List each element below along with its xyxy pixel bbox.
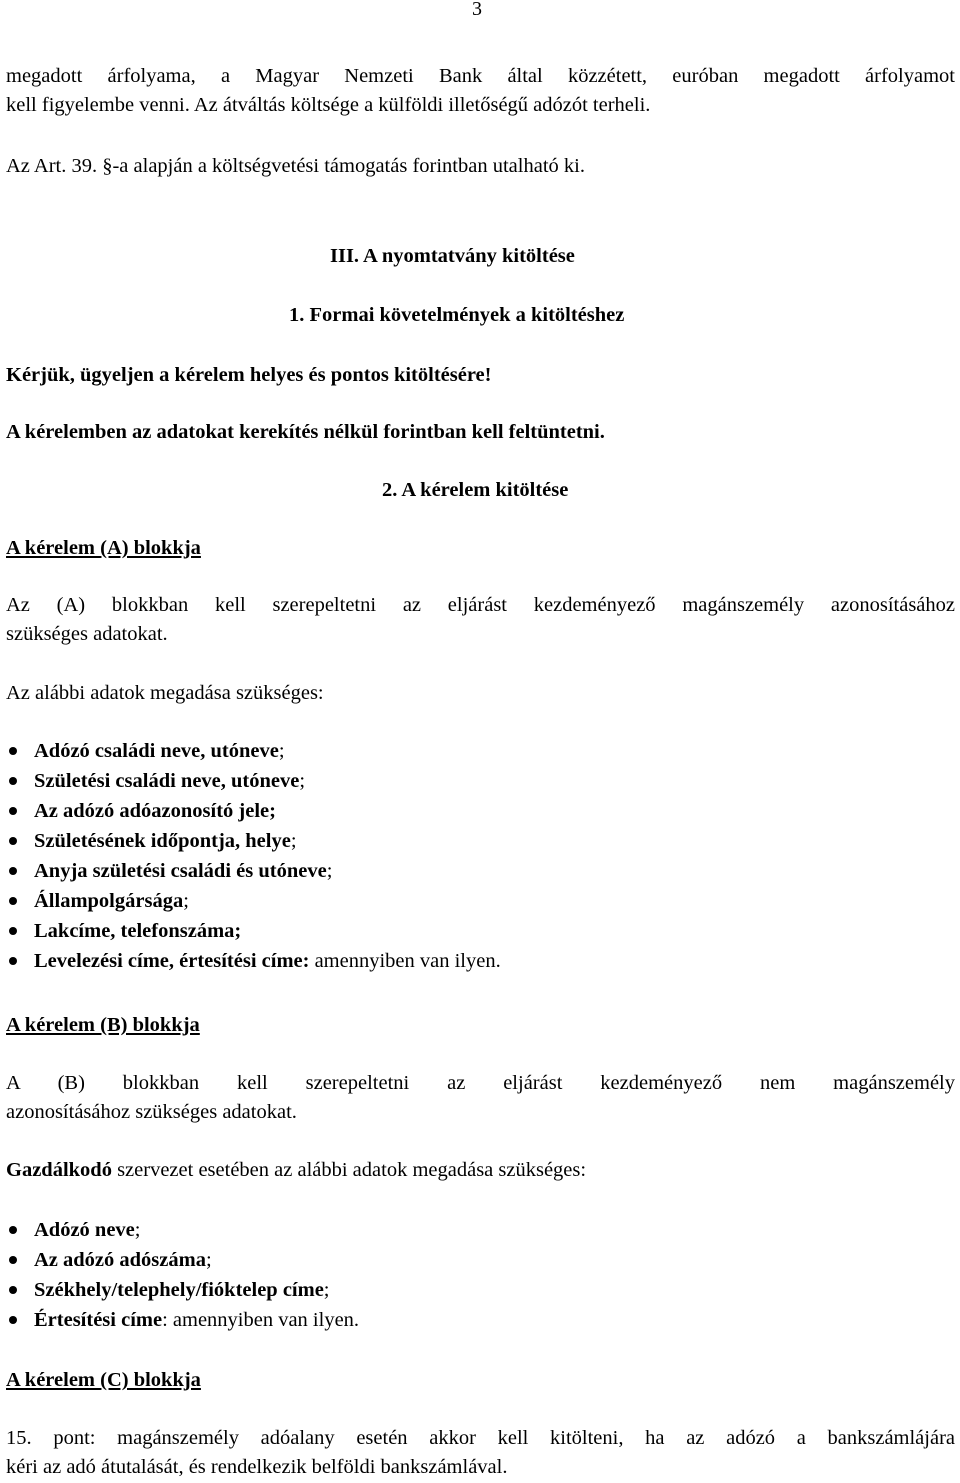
block-b-required-list <box>0 1215 359 1335</box>
bullet-icon <box>9 927 17 935</box>
notice-no-rounding: A kérelemben az adatokat kerekítés nélkül forintban kell feltüntetni. <box>6 421 605 443</box>
bullet-icon <box>9 867 17 875</box>
bullet-icon <box>9 1226 17 1234</box>
list-item: Születési családi neve, utóneve; <box>0 766 501 796</box>
list-item: Az adózó adóazonosító jele; <box>0 796 501 826</box>
paragraph-line: kéri az adó átutalását, és rendelkezik belföldi bankszámlával. <box>6 1456 508 1478</box>
paragraph-line: A (B) blokkban kell szerepeltetni az eljárást kezdeményező nem magánszemély <box>6 1072 955 1094</box>
notice-careful-filling: Kérjük, ügyeljen a kérelem helyes és pontos kitöltésére! <box>6 364 492 386</box>
paragraph-line: kell figyelembe venni. Az átváltás költsége a külföldi illetőségű adózót terheli. <box>6 94 651 116</box>
bullet-icon <box>9 897 17 905</box>
list-item: Születésének időpontja, helye; <box>0 826 501 856</box>
block-c-heading: A kérelem (C) blokkja <box>6 1369 201 1391</box>
list-item: Értesítési címe: amennyiben van ilyen. <box>0 1305 359 1335</box>
list-item: Lakcíme, telefonszáma; <box>0 916 501 946</box>
subsection-filling: 2. A kérelem kitöltése <box>382 479 569 501</box>
block-a-description <box>6 592 955 650</box>
block-c-description <box>6 1425 955 1483</box>
block-a-heading: A kérelem (A) blokkja <box>6 537 201 559</box>
section-title: III. A nyomtatvány kitöltése <box>330 245 575 267</box>
paragraph-line: 15. pont: magánszemély adóalany esetén akkor kell kitölteni, ha az adózó a bankszámlájára <box>6 1427 955 1449</box>
list-item: Állampolgársága; <box>0 886 501 916</box>
subsection-formal-requirements: 1. Formai követelmények a kitöltéshez <box>289 304 625 326</box>
bullet-icon <box>9 807 17 815</box>
list-item: Anyja születési családi és utóneve; <box>0 856 501 886</box>
bullet-icon <box>9 837 17 845</box>
paragraph-line: Az (A) blokkban kell szerepeltetni az eljárást kezdeményező magánszemély azonosításához <box>6 594 955 616</box>
list-item: Levelezési címe, értesítési címe: amennyiben van ilyen. <box>0 946 501 976</box>
bullet-icon <box>9 1316 17 1324</box>
block-b-heading: A kérelem (B) blokkja <box>6 1014 200 1036</box>
paragraph-line: azonosításához szükséges adatokat. <box>6 1101 297 1123</box>
list-item: Adózó családi neve, utóneve; <box>0 736 501 766</box>
list-item: Székhely/telephely/fióktelep címe; <box>0 1275 359 1305</box>
bullet-icon <box>9 957 17 965</box>
bullet-icon <box>9 777 17 785</box>
paragraph-line: megadott árfolyama, a Magyar Nemzeti Bank által közzétett, euróban megadott árfolyamot <box>6 65 955 87</box>
bullet-icon <box>9 1286 17 1294</box>
bullet-icon <box>9 747 17 755</box>
paragraph-line: szükséges adatokat. <box>6 623 168 645</box>
paragraph-art39: Az Art. 39. §-a alapján a költségvetési támogatás forintban utalható ki. <box>6 155 585 177</box>
list-item: Adózó neve; <box>0 1215 359 1245</box>
bullet-icon <box>9 1256 17 1264</box>
list-item: Az adózó adószáma; <box>0 1245 359 1275</box>
block-a-intro: Az alábbi adatok megadása szükséges: <box>6 682 324 704</box>
paragraph-exchange-rate <box>6 63 955 121</box>
page-number: 3 <box>472 0 482 20</box>
block-b-description <box>6 1070 955 1128</box>
block-b-intro: Gazdálkodó szervezet esetében az alábbi adatok megadása szükséges: <box>6 1159 587 1181</box>
block-a-required-list <box>0 736 501 976</box>
